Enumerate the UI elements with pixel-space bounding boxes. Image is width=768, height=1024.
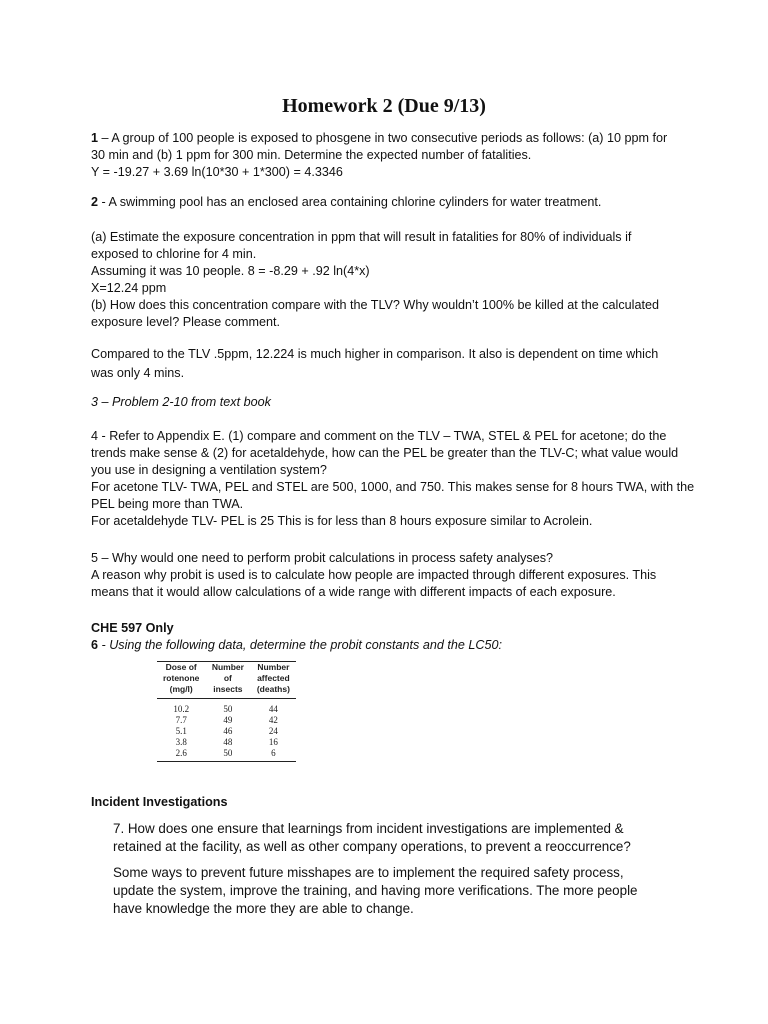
table-row xyxy=(157,715,296,726)
question-2-line: 2 - A swimming pool has an enclosed area containing chlorine cylinders for water treatment. xyxy=(91,195,602,209)
question-7-answer-line: have knowledge the more they are able to change. xyxy=(113,901,414,916)
table-cell: 6 xyxy=(250,748,296,762)
question-2-parts xyxy=(91,229,691,331)
table-cell: 46 xyxy=(223,726,233,736)
table-cell: 24 xyxy=(268,726,278,736)
table-header-insects: Number of insects xyxy=(205,662,250,699)
question-2-answer-line: Compared to the TLV .5ppm, 12.224 is much higher in comparison. It also is dependent on time which xyxy=(91,347,659,361)
table-header-row xyxy=(157,662,296,699)
question-2-answer xyxy=(91,345,691,383)
question-4-line: For acetaldehyde TLV- PEL is 25 This is for less than 8 hours exposure similar to Acrolein. xyxy=(91,514,593,528)
table-cell: 48 xyxy=(223,737,233,747)
question-7-line: retained at the facility, as well as other company operations, to prevent a reoccurrence? xyxy=(113,839,631,854)
question-2 xyxy=(91,194,691,211)
table-cell: 2.6 xyxy=(157,748,205,762)
table-cell: 16 xyxy=(268,737,278,747)
table-cell: 10.2 xyxy=(173,704,190,714)
table-cell: 50 xyxy=(205,748,250,762)
table-row xyxy=(157,737,296,748)
question-2-part-line: X=12.24 ppm xyxy=(91,281,167,295)
table-cell: 3.8 xyxy=(175,737,187,747)
question-1-number: 1 xyxy=(91,131,99,145)
table-row xyxy=(157,726,296,737)
question-2-part-line: (a) Estimate the exposure concentration in ppm that will result in fatalities for 80% of individuals if xyxy=(91,230,632,244)
table-row xyxy=(157,748,296,762)
page-title: Homework 2 (Due 9/13) xyxy=(282,95,486,117)
rotenone-data-table xyxy=(157,661,296,762)
question-7-answer xyxy=(113,864,703,918)
table-header-deaths: Number affected (deaths) xyxy=(250,662,296,699)
question-4-line: trends make sense & (2) for acetaldehyde, how can the PEL be greater than the TLV-C; what value would xyxy=(91,446,679,460)
question-1 xyxy=(91,130,691,181)
question-4 xyxy=(91,428,695,530)
question-2-part-line: Assuming it was 10 people. 8 = -8.29 + .92 ln(4*x) xyxy=(91,264,370,278)
question-5 xyxy=(91,550,691,601)
question-4-line: you use in designing a ventilation system? xyxy=(91,463,327,477)
question-1-line: 30 min and (b) 1 ppm for 300 min. Determine the expected number of fatalities. xyxy=(91,148,532,162)
question-4-line: 4 - Refer to Appendix E. (1) compare and comment on the TLV – TWA, STEL & PEL for acetone; do the xyxy=(91,429,667,443)
question-2-answer-line: was only 4 mins. xyxy=(91,366,185,380)
table-cell: 50 xyxy=(223,704,233,714)
table-cell: 44 xyxy=(268,704,278,714)
table-cell: 49 xyxy=(223,715,233,725)
question-2-part-line: (b) How does this concentration compare with the TLV? Why wouldn’t 100% be killed at the calculated xyxy=(91,298,659,312)
question-1-answer: Y = -19.27 + 3.69 ln(10*30 + 1*300) = 4.3346 xyxy=(91,165,343,179)
question-1-line: 1 – A group of 100 people is exposed to phosgene in two consecutive periods as follows: (a) 10 ppm for xyxy=(91,131,668,145)
question-7-answer-line: Some ways to prevent future misshapes are to implement the required safety process, xyxy=(113,865,624,880)
question-5-line: 5 – Why would one need to perform probit calculations in process safety analyses? xyxy=(91,551,554,565)
table-row xyxy=(157,699,296,716)
question-7-line: 7. How does one ensure that learnings from incident investigations are implemented & xyxy=(113,821,624,836)
question-3: 3 – Problem 2-10 from text book xyxy=(91,395,271,409)
question-4-line: For acetone TLV- TWA, PEL and STEL are 500, 1000, and 750. This makes sense for 8 hours TWA, with the xyxy=(91,480,695,494)
question-6 xyxy=(91,637,691,654)
question-5-line: means that it would allow calculations of a wide range with different impacts of each exposure. xyxy=(91,585,616,599)
table-cell: 7.7 xyxy=(175,715,187,725)
question-7-answer-line: update the system, improve the training, and having more verifications. The more people xyxy=(113,883,638,898)
question-5-line: A reason why probit is used is to calculate how people are impacted through different exposures. This xyxy=(91,568,657,582)
table-header-dose: Dose of rotenone (mg/l) xyxy=(157,662,205,699)
incident-heading: Incident Investigations xyxy=(91,795,228,809)
question-6-number: 6 xyxy=(91,638,99,652)
che597-heading: CHE 597 Only xyxy=(91,621,174,635)
table-cell: 42 xyxy=(268,715,278,725)
question-4-line: PEL being more than TWA. xyxy=(91,497,244,511)
table-cell: 5.1 xyxy=(175,726,187,736)
question-7 xyxy=(113,820,703,856)
question-2-part-line: exposed to chlorine for 4 min. xyxy=(91,247,257,261)
question-6-text: - Using the following data, determine the probit constants and the LC50: xyxy=(98,638,502,652)
question-2-number: 2 xyxy=(91,195,99,209)
question-2-part-line: exposure level? Please comment. xyxy=(91,315,281,329)
